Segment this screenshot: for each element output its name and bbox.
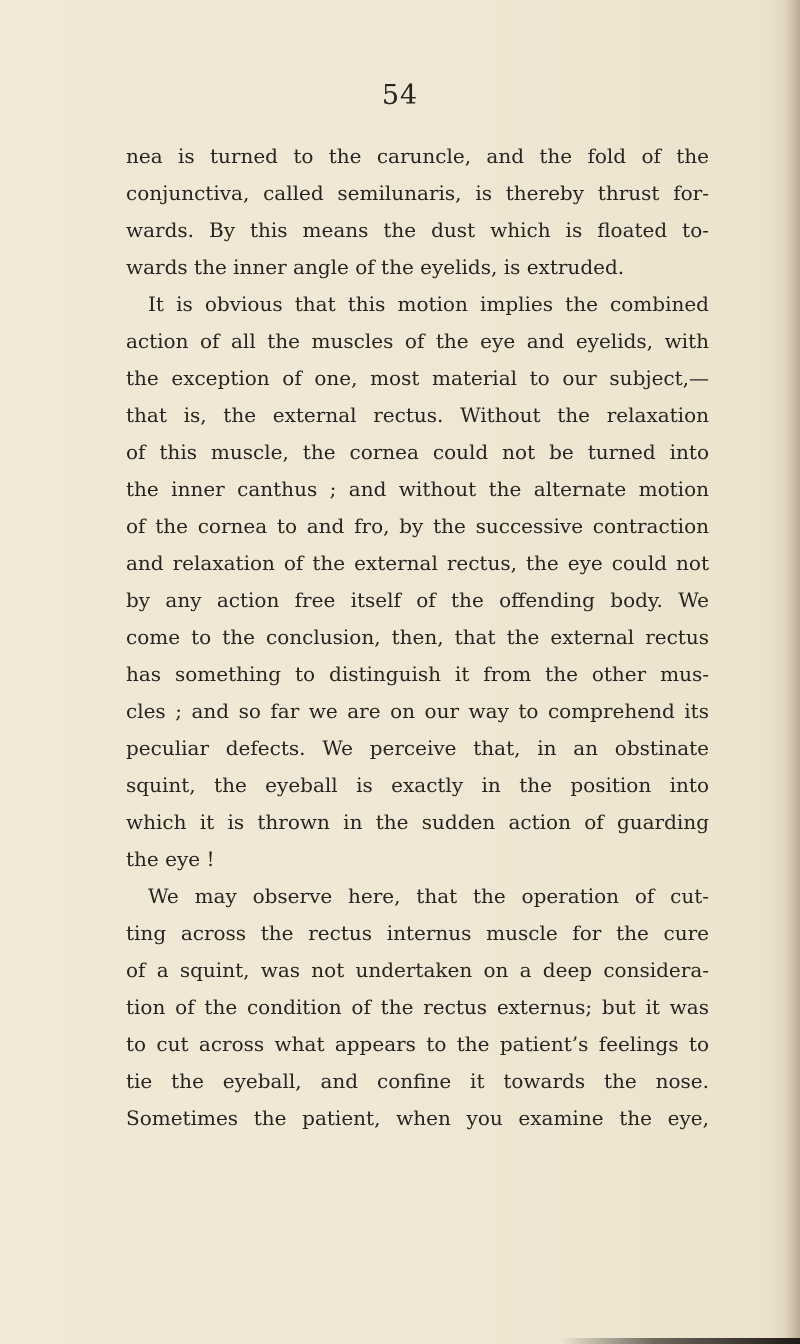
text-line: that is, the external rectus. Without the relaxation bbox=[126, 403, 709, 427]
text-line: action of all the muscles of the eye and eyelids, with bbox=[126, 329, 709, 353]
text-line: conjunctiva, called semilunaris, is thereby thrust for- bbox=[126, 181, 709, 205]
page-number: 54 bbox=[381, 80, 419, 111]
text-line: ting across the rectus internus muscle for the cure bbox=[126, 921, 709, 945]
text-line: It is obvious that this motion implies the combined bbox=[148, 292, 709, 316]
text-line: of this muscle, the cornea could not be turned into bbox=[126, 440, 709, 464]
text-line: which it is thrown in the sudden action of guarding bbox=[126, 810, 709, 834]
text-line: Sometimes the patient, when you examine the eye, bbox=[126, 1106, 709, 1130]
text-line: peculiar defects. We perceive that, in an obstinate bbox=[126, 736, 709, 760]
text-line: tie the eyeball, and confine it towards the nose. bbox=[126, 1069, 709, 1093]
bottom-edge-rule bbox=[560, 1338, 800, 1344]
text-line: squint, the eyeball is exactly in the position into bbox=[126, 773, 709, 797]
text-line: to cut across what appears to the patient’s feelings to bbox=[126, 1032, 709, 1056]
text-line: come to the conclusion, then, that the external rectus bbox=[126, 625, 709, 649]
page-edge-shadow bbox=[770, 0, 800, 1344]
text-line: wards. By this means the dust which is floated to- bbox=[126, 218, 709, 242]
text-line: tion of the condition of the rectus externus; but it was bbox=[126, 995, 709, 1019]
text-line: and relaxation of the external rectus, the eye could not bbox=[126, 551, 709, 575]
body-text bbox=[126, 138, 709, 1137]
text-line: the exception of one, most material to our subject,— bbox=[126, 366, 709, 390]
text-line: of the cornea to and fro, by the successive contraction bbox=[126, 514, 709, 538]
text-line: of a squint, was not undertaken on a deep considera- bbox=[126, 958, 709, 982]
text-line: wards the inner angle of the eyelids, is extruded. bbox=[126, 255, 625, 279]
text-line: the eye ! bbox=[126, 847, 215, 871]
text-line: cles ; and so far we are on our way to comprehend its bbox=[126, 699, 709, 723]
text-line: We may observe here, that the operation of cut- bbox=[148, 884, 709, 908]
text-line: nea is turned to the caruncle, and the fold of the bbox=[126, 144, 709, 168]
text-line: has something to distinguish it from the other mus- bbox=[126, 662, 709, 686]
text-line: the inner canthus ; and without the alternate motion bbox=[126, 477, 709, 501]
text-line: by any action free itself of the offending body. We bbox=[126, 588, 709, 612]
